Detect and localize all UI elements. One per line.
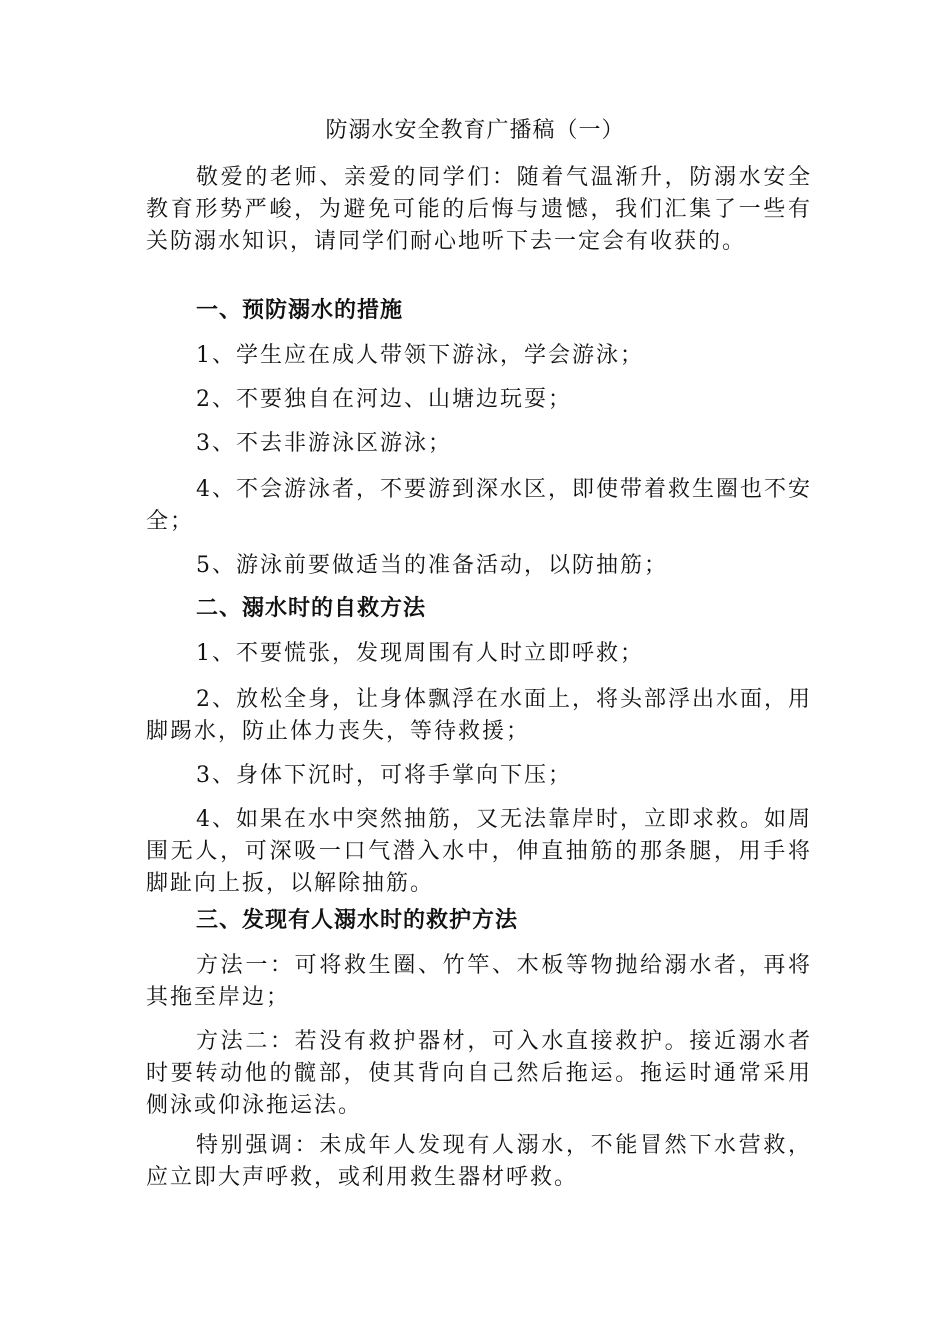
- prevention-item-4: 4、不会游泳者，不要游到深水区，即使带着救生圈也不安全；: [146, 477, 812, 534]
- section-heading-self-rescue: 二、溺水时的自救方法: [196, 596, 427, 621]
- rescue-method-1: 方法一：可将救生圈、竹竿、木板等物抛给溺水者，再将其拖至岸边；: [146, 953, 812, 1010]
- intro-paragraph: 敬爱的老师、亲爱的同学们：随着气温渐升，防溺水安全教育形势严峻，为避免可能的后悔与遗憾，我们汇集了一些有关防溺水知识，请同学们耐心地听下去一定会有收获的。: [146, 165, 812, 254]
- self-rescue-item-4: 4、如果在水中突然抽筋，又无法靠岸时，立即求救。如周围无人，可深吸一口气潜入水中，伸直抽筋的那条腿，用手将脚趾向上扳，以解除抽筋。: [146, 807, 812, 896]
- self-rescue-item-3: 3、身体下沉时，可将手掌向下压；: [196, 763, 572, 788]
- prevention-item-2: 2、不要独自在河边、山塘边玩耍；: [196, 387, 572, 412]
- special-emphasis: 特别强调：未成年人发现有人溺水，不能冒然下水营救，应立即大声呼救，或利用救生器材呼救。: [146, 1133, 812, 1190]
- section-heading-prevention: 一、预防溺水的措施: [196, 298, 404, 323]
- prevention-item-3: 3、不去非游泳区游泳；: [196, 431, 452, 456]
- document-title: 防溺水安全教育广播稿（一）: [325, 118, 625, 143]
- prevention-item-5: 5、游泳前要做适当的准备活动，以防抽筋；: [196, 553, 668, 578]
- section-heading-rescue-others: 三、发现有人溺水时的救护方法: [196, 908, 519, 933]
- self-rescue-item-1: 1、不要慌张，发现周围有人时立即呼救；: [196, 641, 644, 666]
- self-rescue-item-2: 2、放松全身，让身体飘浮在水面上，将头部浮出水面，用脚踢水，防止体力丧失，等待救援；: [146, 687, 812, 744]
- rescue-method-2: 方法二：若没有救护器材，可入水直接救护。接近溺水者时要转动他的髋部，使其背向自己然后拖运。拖运时通常采用侧泳或仰泳拖运法。: [146, 1029, 812, 1118]
- prevention-item-1: 1、学生应在成人带领下游泳，学会游泳；: [196, 343, 644, 368]
